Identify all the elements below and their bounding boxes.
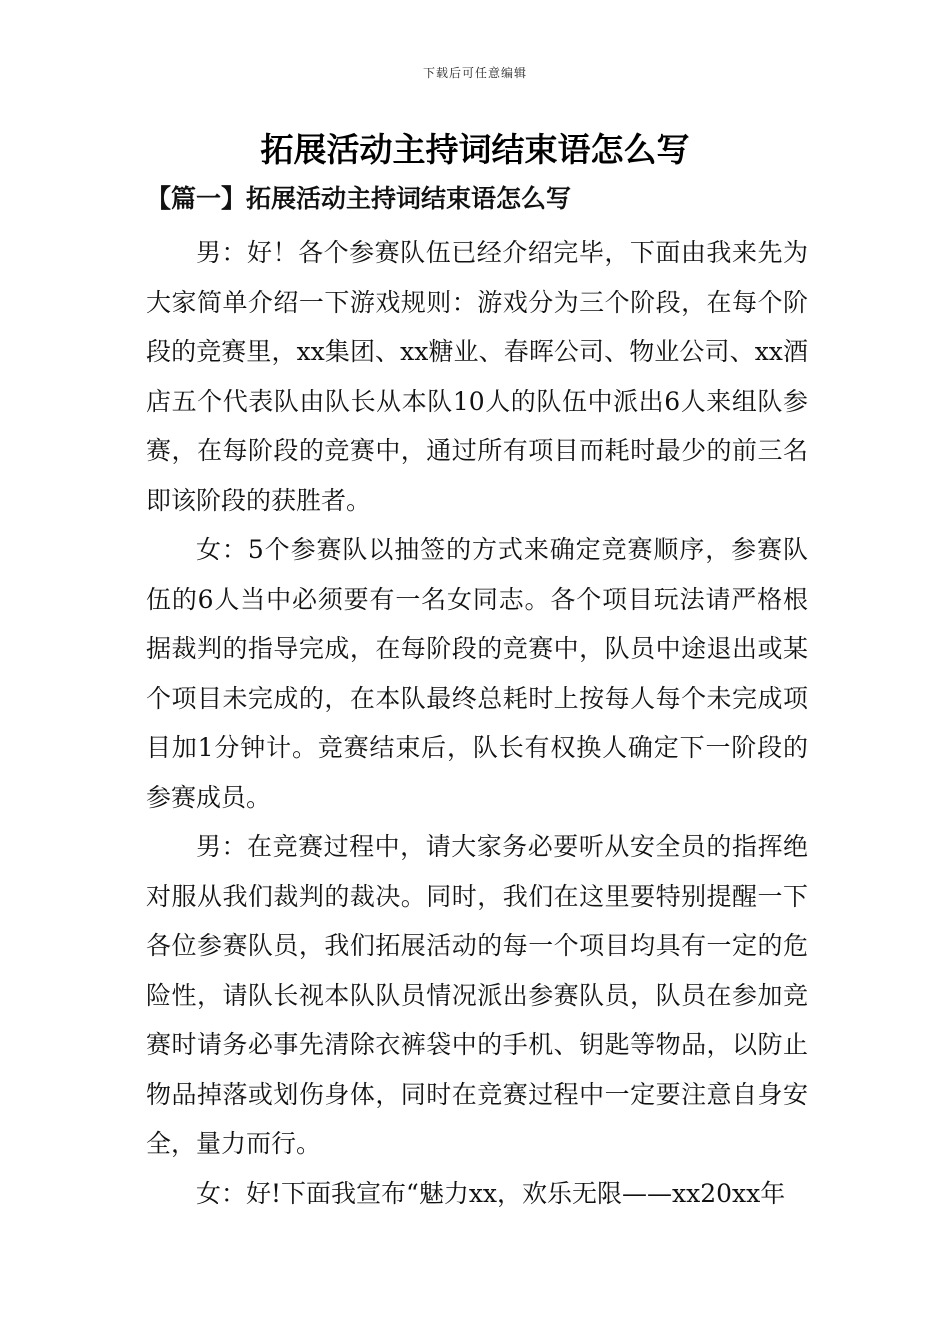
paragraph: 男：好！各个参赛队伍已经介绍完毕，下面由我来先为大家简单介绍一下游戏规则：游戏分为三个阶段，在每个阶段的竞赛里，xx集团、xx糖业、春晖公司、物业公司、xx酒店五个代表队由队长从本队10人的队伍中派出6人来组队参赛，在每阶段的竞赛中，通过所有项目而耗时最少的前三名即该阶段的获胜者。 [146,238,808,515]
document-title: 拓展活动主持词结束语怎么写 [260,130,690,169]
paragraph: 女：好!下面我宣布“魅力xx，欢乐无限——xx20xx年 [196,1178,786,1208]
paragraph: 男：在竞赛过程中，请大家务必要听从安全员的指挥绝对服从我们裁判的裁决。同时，我们在这里要特别提醒一下各位参赛队员，我们拓展活动的每一个项目均具有一定的危险性，请队长视本队队员情况派出参赛队员，队员在参加竞赛时请务必事先清除衣裤袋中的手机、钥匙等物品，以防止物品掉落或划伤身体，同时在竞赛过程中一定要注意自身安全，量力而行。 [146,832,808,1158]
paragraph: 女：5个参赛队以抽签的方式来确定竞赛顺序，参赛队伍的6人当中必须要有一名女同志。各个项目玩法请严格根据裁判的指导完成，在每阶段的竞赛中，队员中途退出或某个项目未完成的，在本队最终总耗时上按每人每个未完成项目加1分钟计。竞赛结束后，队长有权换人确定下一阶段的参赛成员。 [146,535,808,812]
header-note: 下载后可任意编辑 [422,66,527,80]
document-body [146,228,808,1218]
section-heading: 【篇一】拓展活动主持词结束语怎么写 [146,184,572,213]
